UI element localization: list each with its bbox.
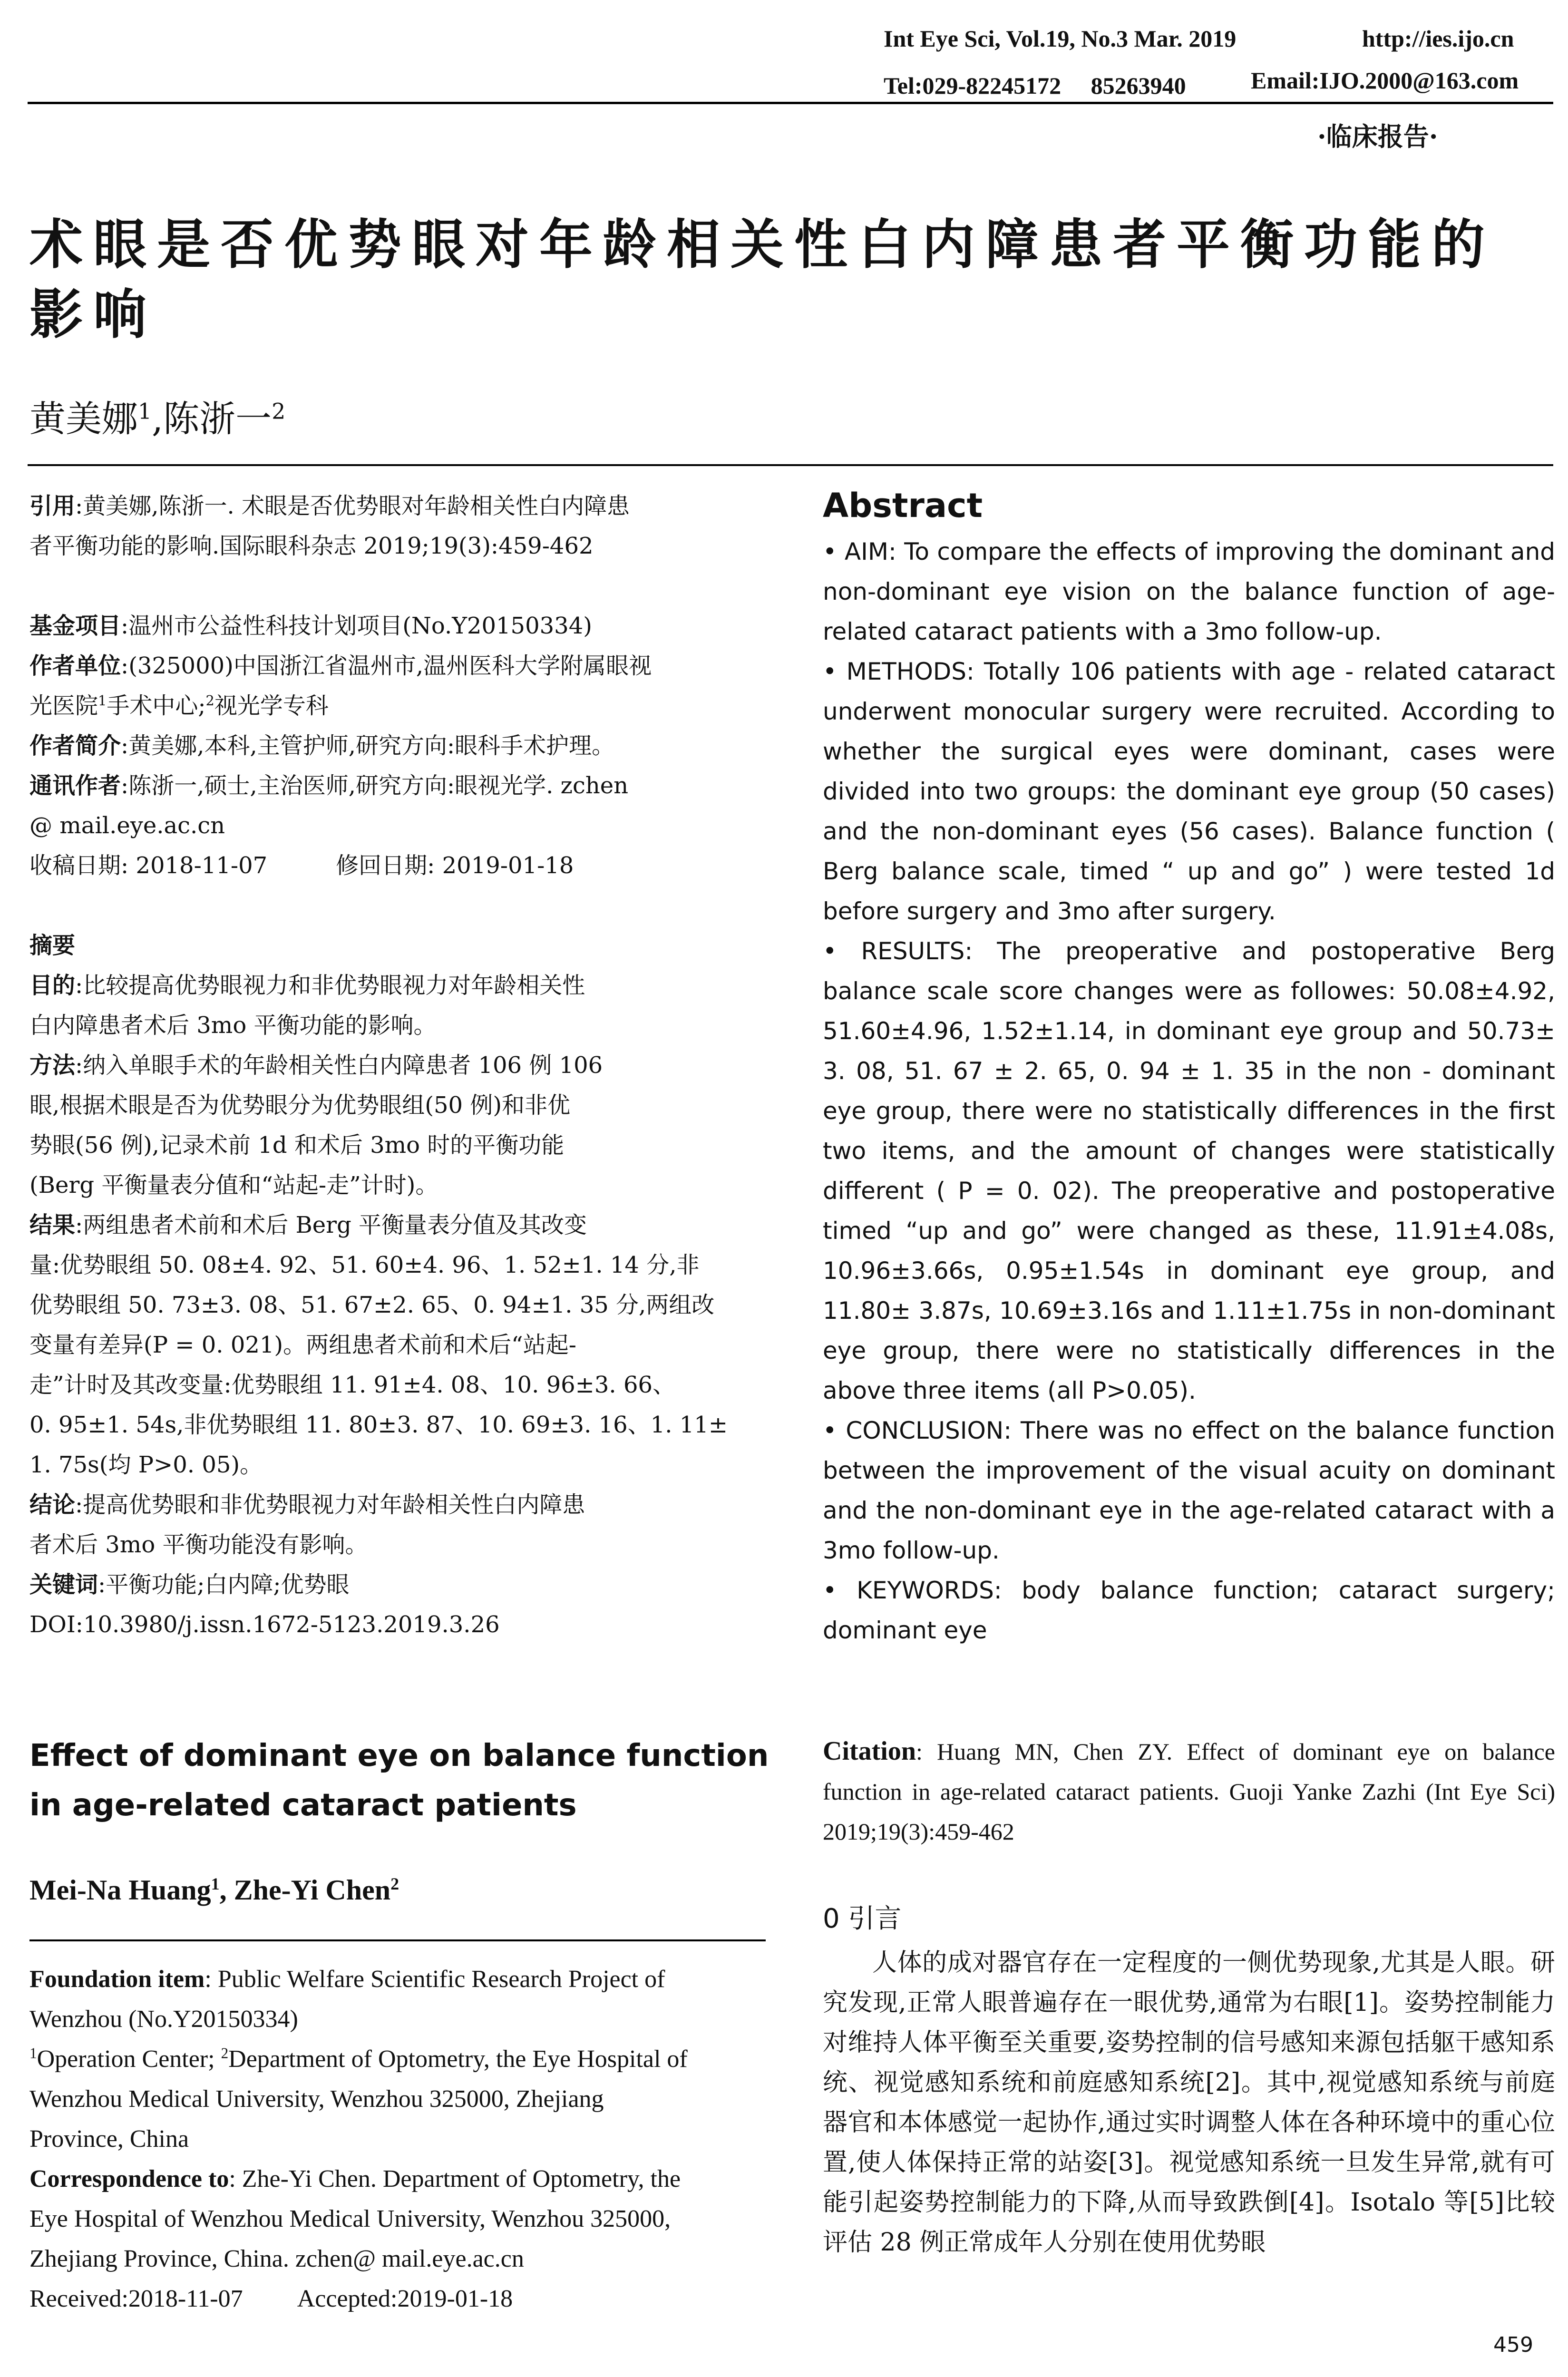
results-text-6: 0. 95±1. 54s,非优势眼组 11. 80±3. 87、10. 69±3. 16、1. 11± bbox=[29, 1412, 728, 1438]
intro-heading: 0 引言 bbox=[823, 1903, 902, 1934]
received-dates: Received:2018-11-07 Accepted:2019-01-18 bbox=[29, 2285, 513, 2312]
unit-text-2c: 视光学专科 bbox=[214, 692, 329, 719]
cite-label: 引用 bbox=[29, 493, 76, 519]
page-title: 术眼是否优势眼对年龄相关性白内障患者平衡功能的 bbox=[29, 214, 1495, 276]
correspondence-text: : Zhe-Yi Chen. Department of Optometry, the bbox=[229, 2165, 681, 2192]
foundation-text-2: Wenzhou (No.Y20150334) bbox=[29, 2006, 298, 2033]
header-rule bbox=[28, 102, 1553, 104]
page-number: 459 bbox=[1493, 2333, 1533, 2357]
journal-url[interactable]: http://ies.ijo.cn bbox=[1362, 25, 1514, 52]
results-text-7: 1. 75s(均 P>0. 05)。 bbox=[29, 1452, 263, 1478]
intro-paragraph: 人体的成对器官存在一定程度的一侧优势现象,尤其是人眼。研究发现,正常人眼普遍存在一眼优势,通常为右眼[1]。姿势控制能力对维持人体平衡至关重要,姿势控制的信号感知来源包括躯干感知系统、视觉感知系统和前庭感知系统[2]。其中,视觉感知系统与前庭器官和本体感觉一起协作,通过实时调整人体在各种环境中的重心位置,使人体保持正常的站姿[3]。视觉感知系统一旦发生异常,就有可能引起姿势控制能力的下降,从而导致跌倒[4]。Isotalo 等[5]比较评估 28 例正常成年人分别在使用优势眼 bbox=[823, 1948, 1555, 2257]
abstract-zh-heading: 摘要 bbox=[29, 932, 76, 959]
keywords-label: 关键词 bbox=[29, 1571, 98, 1598]
fund-text: :温州市公益性科技计划项目(No.Y20150334) bbox=[121, 613, 592, 639]
affiliation-1: Operation Center; bbox=[37, 2046, 215, 2073]
aim-text-2: 白内障患者术后 3mo 平衡功能的影响。 bbox=[29, 1012, 437, 1039]
cite-text: :黄美娜,陈浙一. 术眼是否优势眼对年龄相关性白内障患 bbox=[75, 493, 630, 519]
corr-label: 通讯作者 bbox=[29, 772, 121, 799]
unit-label: 作者单位 bbox=[29, 653, 121, 679]
citation-label: Citation bbox=[823, 1736, 916, 1766]
abstract-methods: • METHODS: Totally 106 patients with age - related cataract underwent monocular surgery were recruited. According to whether the surgical eyes were dominant, cases were divided into two groups: the dominant eye group (50 cases) and the non-dominant eyes (56 cases). Balance function ( Berg balance scale, timed “ up and go” ) were tested 1d before surgery and 3mo after surgery. bbox=[823, 658, 1555, 925]
unit-text-2b: 手术中心; bbox=[107, 692, 206, 719]
author-rule bbox=[28, 464, 1553, 466]
cite-text-2: 者平衡功能的影响.国际眼科杂志 2019;19(3):459-462 bbox=[29, 533, 594, 559]
concl-label: 结论 bbox=[29, 1491, 76, 1518]
authors: 黄美娜$^1$,陈浙一$^2$ bbox=[29, 398, 286, 440]
abstract-aim: • AIM: To compare the effects of improving the dominant and non-dominant eye vision on the balance function of age-related cataract patients with a 3mo follow-up. bbox=[823, 538, 1555, 645]
abstract-en bbox=[823, 532, 1555, 1650]
doi[interactable]: DOI:10.3980/j.issn.1672-5123.2019.3.26 bbox=[29, 1611, 500, 1638]
correspondence-text-2: Eye Hospital of Wenzhou Medical University, Wenzhou 325000, bbox=[29, 2205, 671, 2232]
results-label: 结果 bbox=[29, 1212, 76, 1238]
left-column-front: 引用:黄美娜,陈浙一. 术眼是否优势眼对年龄相关性白内障患 者平衡功能的影响.国际眼科杂志 2019;19(3):459-462 基金项目:温州市公益性科技计划项目(No.Y20150334) 作者单位:(325000)中国浙江省温州市,温州医科大学附属眼视 光医院$^1$手术中心;$^2$视光学专科 作者简介:黄美娜,本科,主管护师,研究方向:眼科手术护理。 通讯作者:陈浙一,硕士,主治医师,研究方向:眼视光学. zchen @ mail.eye.ac.cn 收稿日期: 2018-11-07 修回日期: 2019-01-18 摘要 目的:比较提高优势眼视力和非优势眼视力对年龄相关性 白内障患者术后 3mo 平衡功能的影响。 方法:纳入单眼手术的年龄相关性白内障患者 106 例 106 眼,根据术眼是否为优势眼分为优势眼组(50 例)和非优 势眼(56 例),记录术前 1d 和术后 3mo 时的平衡功能 (Berg 平衡量表分值和“站起-走”计时)。 结果:两组患者术前和术后 Berg 平衡量表分值及其改变 量:优势眼组 50. 08±4. 92、51. 60±4. 96、1. 52±1. 14 分,非 优势眼组 50. 73±3. 08、51. 67±2. 65、0. 94±1. 35 分,两组改 变量有差异(P = 0. 021)。两组患者术前和术后“站起- 走”计时及其改变量:优势眼组 11. 91±4. 08、10. 96±3. 66、 0. 95±1. 54s,非优势眼组 11. 80±3. 87、10. 69±3. 16、1. 11± 1. 75s(均 P>0. 05)。 结论:提高优势眼和非优势眼视力对年龄相关性白内障患 者术后 3mo 平衡功能没有影响。 关键词:平衡功能;白内障;优势眼 DOI:10.3980/j.issn.1672-5123.2019.3.26 bbox=[29, 486, 766, 1645]
en-title bbox=[29, 1731, 771, 1830]
results-text-4: 变量有差异(P = 0. 021)。两组患者术前和术后“站起- bbox=[29, 1332, 576, 1358]
concl-text: :提高优势眼和非优势眼视力对年龄相关性白内障患 bbox=[75, 1491, 585, 1518]
en-author-2: , Zhe-Yi Chen bbox=[219, 1874, 391, 1906]
en-title-line2: in age-related cataract patients bbox=[29, 1788, 577, 1823]
unit-text-2: 光医院 bbox=[29, 692, 98, 719]
journal-email[interactable]: Email:IJO.2000@163.com bbox=[1251, 67, 1519, 94]
foundation-label: Foundation item bbox=[29, 1966, 205, 1993]
abstract-heading: Abstract bbox=[823, 486, 983, 525]
en-author-1: Mei-Na Huang bbox=[29, 1874, 211, 1906]
aim-label: 目的 bbox=[29, 972, 76, 999]
methods-text-3: 势眼(56 例),记录术前 1d 和术后 3mo 时的平衡功能 bbox=[29, 1132, 565, 1159]
methods-label: 方法 bbox=[29, 1052, 76, 1079]
methods-text-2: 眼,根据术眼是否为优势眼分为优势眼组(50 例)和非优 bbox=[29, 1092, 571, 1119]
abstract-results: • RESULTS: The preoperative and postoperative Berg balance scale score changes were as followes: 50.08±4.92, 51.60±4.96, 1.52±1.14, in dominant eye group and 50.73± 3. 08, 51. 67 ± 2. 65, 0. 94 ± 1. 35 in the non - dominant eye group, there were no statistically differences in the first two items, and the amount of changes were statistically different ( P = 0. 02). The preoperative and postoperative timed “up and go” were changed as these, 11.91±4.08s, 10.96±3.66s, 0.95±1.54s in dominant eye group, and 11.80± 3.87s, 10.69±3.16s and 1.11±1.75s in non-dominant eye group, there were no statistically differences in the above three items (all P>0.05). bbox=[823, 937, 1555, 1404]
journal-info: Int Eye Sci, Vol.19, No.3 Mar. 2019 bbox=[884, 25, 1237, 52]
en-authors: Mei-Na Huang$^1$, Zhe-Yi Chen$^2$ bbox=[29, 1874, 399, 1906]
correspondence-text-3: Zhejiang Province, China. zchen@ mail.eye.ac.cn bbox=[29, 2245, 524, 2272]
author-1: 黄美娜 bbox=[29, 398, 138, 440]
results-text: :两组患者术前和术后 Berg 平衡量表分值及其改变 bbox=[75, 1212, 587, 1238]
methods-text: :纳入单眼手术的年龄相关性白内障患者 106 例 106 bbox=[75, 1052, 603, 1079]
methods-text-4: (Berg 平衡量表分值和“站起-走”计时)。 bbox=[29, 1172, 438, 1198]
affiliation-2: Department of Optometry, the Eye Hospital of bbox=[228, 2046, 688, 2073]
abstract-conclusion: • CONCLUSION: There was no effect on the balance function between the improvement of the visual acuity on dominant and the non-dominant eye in the age-related cataract with a 3mo follow-up. bbox=[823, 1417, 1555, 1564]
results-text-2: 量:优势眼组 50. 08±4. 92、51. 60±4. 96、1. 52±1. 14 分,非 bbox=[29, 1252, 700, 1278]
affiliation-line3: Province, China bbox=[29, 2125, 189, 2153]
correspondence-label: Correspondence to bbox=[29, 2165, 229, 2192]
keywords-text: :平衡功能;白内障;优势眼 bbox=[98, 1571, 350, 1598]
intro-label: 作者简介 bbox=[29, 732, 121, 759]
affiliation-line2: Wenzhou Medical University, Wenzhou 325000, Zhejiang bbox=[29, 2085, 604, 2113]
aim-text: :比较提高优势眼视力和非优势眼视力对年龄相关性 bbox=[75, 972, 585, 999]
en-front-matter: Foundation item: Public Welfare Scientific Research Project of Wenzhou (No.Y20150334) $^1$Operation Center; $^2$Department of Optometry, the Eye Hospital of Wenzhou Medical University, Wenzhou 325000, Zhejiang Province, China Correspondence to: Zhe-Yi Chen. Department of Optometry, the Eye Hospital of Wenzhou Medical University, Wenzhou 325000, Zhejiang Province, China. zchen@ mail.eye.ac.cn Received:2018-11-07 Accepted:2019-01-18 bbox=[29, 1959, 766, 2319]
en-title-line1: Effect of dominant eye on balance function bbox=[29, 1738, 769, 1773]
unit-text: :(325000)中国浙江省温州市,温州医科大学附属眼视 bbox=[121, 653, 652, 679]
corr-email[interactable]: @ mail.eye.ac.cn bbox=[29, 812, 225, 839]
page-title-line2: 影响 bbox=[29, 284, 157, 346]
citation-text: : Huang MN, Chen ZY. Effect of dominant eye on balance function in age-related cataract patients. Guoji Yanke Zazhi (Int Eye Sci) 2019;19(3):459-462 bbox=[823, 1738, 1555, 1845]
author-2: 陈浙一 bbox=[163, 398, 272, 440]
results-text-5: 走”计时及其改变量:优势眼组 11. 91±4. 08、10. 96±3. 66、 bbox=[29, 1372, 676, 1398]
fund-label: 基金项目 bbox=[29, 613, 121, 639]
foundation-text: : Public Welfare Scientific Research Project of bbox=[205, 1966, 665, 1993]
corr-text: :陈浙一,硕士,主治医师,研究方向:眼视光学. zchen bbox=[121, 772, 629, 799]
journal-tel: Tel:029-82245172 85263940 bbox=[884, 72, 1186, 99]
abstract-keywords: • KEYWORDS: body balance function; cataract surgery; dominant eye bbox=[823, 1577, 1555, 1644]
citation-block bbox=[823, 1731, 1555, 1851]
section-label: ·临床报告· bbox=[1317, 121, 1438, 152]
concl-text-2: 者术后 3mo 平衡功能没有影响。 bbox=[29, 1531, 368, 1558]
intro-text: :黄美娜,本科,主管护师,研究方向:眼科手术护理。 bbox=[121, 732, 615, 759]
results-text-3: 优势眼组 50. 73±3. 08、51. 67±2. 65、0. 94±1. 35 分,两组改 bbox=[29, 1292, 715, 1318]
en-author-rule bbox=[29, 1939, 766, 1941]
dates: 收稿日期: 2018-11-07 修回日期: 2019-01-18 bbox=[29, 852, 574, 879]
